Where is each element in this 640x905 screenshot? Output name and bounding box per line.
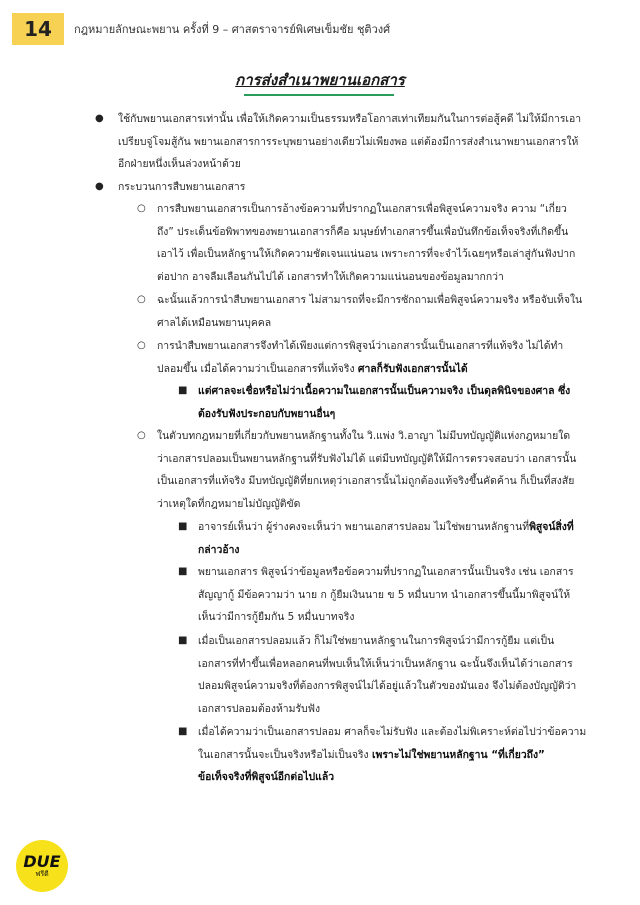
bullet-paragraph-1: ใช้กับพยานเอกสารเท่านั้น เพื่อให้เกิดความเป็นธรรมหรือโอกาสเท่าเทียมกันในการต่อสู้คดี ไม่ให้มีการเอา เปรียบจู่โจมสู้กัน พยานเอกสารการระบุพยานอย่างเดียวไม่เพียงพอ แต่ต้องมีการส่งสำเนาพยานเอกสารให้ อีกฝ่ายหนึ่งเห็นล่วงหน้าด้วย	[118, 113, 582, 170]
circle-bullet-icon: ○	[137, 340, 146, 351]
title-underline	[244, 94, 394, 96]
bullet-icon: ●	[95, 181, 104, 192]
square-bullet-icon: ■	[178, 635, 188, 646]
page-number: 14	[12, 13, 64, 45]
square-bullet-icon: ■	[178, 566, 188, 577]
square-bullet-icon: ■	[178, 726, 188, 737]
sub-paragraph-4: ในตัวบทกฎหมายที่เกี่ยวกับพยานหลักฐานทั้งใน วิ.แพ่ง วิ.อาญา ไม่มีบทบัญญัติแห่งกฎหมายใด ว่าเอกสารปลอมเป็นพยานหลักฐานที่รับฟังไม่ได้ แต่มีบทบัญญัติให้มีการตรวจสอบว่า เอกสารนั้น เป็นเอกสารที่แท้จริง มีบทบัญญัติที่ยกเหตุว่าเอกสารนั้นไม่ถูกต้องแท้จริงขึ้นคัดค้าน ก็เป็นที่สงสัย ว่าเหตุใดที่กฎหมายไม่บัญญัติขัด	[157, 430, 577, 510]
bullet-paragraph-2: กระบวนการสืบพยานเอกสาร	[118, 181, 246, 193]
square-paragraph-3: เมื่อเป็นเอกสารปลอมแล้ว ก็ไม่ใช่พยานหลักฐานในการพิสูจน์ว่ามีการกู้ยืม แต่เป็น เอกสารที่ทำขึ้นเพื่อหลอกคนที่พบเห็นให้เห็นว่าเป็นหลักฐาน ฉะนั้นจึงเห็นได้ว่าเอกสาร ปลอมพิสูจน์ความจริงที่ต้องการพิสูจน์ไม่ได้อยู่แล้วในตัวของมันเอง จึงไม่ต้องบัญญัติว่า เอกสารปลอมต้องห้ามรับฟัง	[198, 635, 577, 715]
sub-paragraph-3: การนำสืบพยานเอกสารจึงทำได้เพียงแต่การพิสูจน์ว่าเอกสารนั้นเป็นเอกสารที่แท้จริง ไม่ได้ทำ ปลอมขึ้น เมื่อได้ความว่าเป็นเอกสารที่แท้จริง ศาลก็รับฟังเอกสารนั้นได้	[157, 340, 564, 375]
circle-bullet-icon: ○	[137, 294, 146, 305]
square-bullet-icon: ■	[178, 385, 188, 396]
square-paragraph-court-discretion: แต่ศาลจะเชื่อหรือไม่ว่าเนื้อความในเอกสารนั้นเป็นความจริง เป็นดุลพินิจของศาล ซึ่ง ต้องรับฟังประกอบกับพยานอื่นๆ	[198, 385, 571, 420]
circle-bullet-icon: ○	[137, 203, 146, 214]
brand-logo: DUE ฟรีดี	[16, 840, 68, 892]
circle-bullet-icon: ○	[137, 430, 146, 441]
running-title: กฎหมายลักษณะพยาน ครั้งที่ 9 – ศาสตราจารย์พิเศษเข็มชัย ชุติวงศ์	[74, 23, 391, 36]
square-bullet-icon: ■	[178, 521, 188, 532]
square-paragraph-4: เมื่อได้ความว่าเป็นเอกสารปลอม ศาลก็จะไม่รับฟัง และต้องไม่พิเคราะห์ต่อไปว่าข้อความ ในเอกสารนั้นจะเป็นจริงหรือไม่เป็นจริง เพราะไม่ใช่พยานหลักฐาน “ที่เกี่ยวถึง” ข้อเท็จจริงที่พิสูจน์อีกต่อไปแล้ว	[198, 726, 587, 783]
square-paragraph-1: อาจารย์เห็นว่า ผู้ร่างคงจะเห็นว่า พยานเอกสารปลอม ไม่ใช่พยานหลักฐานที่พิสูจน์สิ่งที่ กล่าวอ้าง	[198, 521, 574, 556]
section-title: การส่งสำเนาพยานเอกสาร	[235, 71, 405, 89]
square-paragraph-2: พยานเอกสาร พิสูจน์ว่าข้อมูลหรือข้อความที่ปรากฏในเอกสารนั้นเป็นจริง เช่น เอกสาร สัญญากู้ มีข้อความว่า นาย ก กู้ยืมเงินนาย ข 5 หมื่นบาท นำเอกสารขึ้นนี้มาพิสูจน์ให้ เห็นว่ามีการกู้ยืมกัน 5 หมื่นบาทจริง	[198, 566, 574, 623]
sub-paragraph-1: การสืบพยานเอกสารเป็นการอ้างข้อความที่ปรากฏในเอกสารเพื่อพิสูจน์ความจริง ความ “เกี่ยว ถึง” ประเด็นข้อพิพาทของพยานเอกสารก็คือ มนุษย์ทำเอกสารขึ้นเพื่อบันทึกข้อเท็จจริงที่เกิดขึ้น เอาไว้ เพื่อเป็นหลักฐานให้เกิดความชัดเจนแน่นอน เพราะการที่จะจำไว้เฉยๆหรือเล่าสู่กันฟังปาก ต่อปาก อาจลืมเลือนกันไปได้ เอกสารทำให้เกิดความแน่นอนของข้อมูลมากกว่า	[157, 203, 576, 283]
bullet-icon: ●	[95, 113, 104, 124]
page-header	[12, 10, 628, 48]
sub-paragraph-2: ฉะนั้นแล้วการนำสืบพยานเอกสาร ไม่สามารถที่จะมีการซักถามเพื่อพิสูจน์ความจริง หรือจับเท็จใน ศาลได้เหมือนพยานบุคคล	[157, 294, 583, 329]
